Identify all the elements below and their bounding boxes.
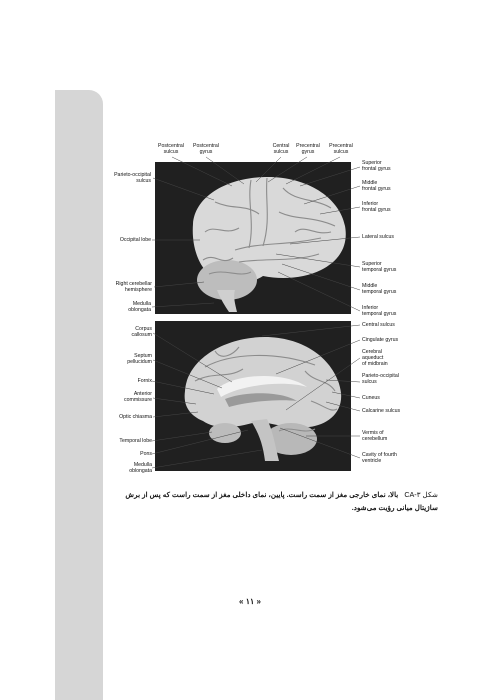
label-occipital-lobe: Occipital lobe <box>119 237 151 243</box>
label-central-sulcus: Central sulcus <box>272 143 290 155</box>
label-postcentral-gyrus: Postcentral gyrus <box>193 143 219 155</box>
caption-text: بالا، نمای خارجی مغز از سمت راست. پایین، نمای داخلی مغز از سمت راست که پس از برش ساژیتال میانی رؤیت می‌شود. <box>125 490 438 512</box>
label-parieto-occipital-sulcus: Parieto-occipital sulcus <box>114 172 151 184</box>
label-pons: Pons <box>140 451 152 457</box>
label-superior-frontal-gyrus: Superior frontal gyrus <box>362 160 391 172</box>
label-calcarine-sulcus: Calcarine sulcus <box>362 408 401 414</box>
medial-brain-photo <box>155 321 351 471</box>
figure-caption <box>113 488 438 514</box>
label-medulla-oblongata-bottom: Medulla oblongata <box>129 462 152 474</box>
label-fourth-ventricle: Cavity of fourth ventricle <box>362 452 397 464</box>
lateral-brain-photo <box>155 162 351 314</box>
label-vermis-of-cerebellum: Vermis of cerebellum <box>362 430 388 442</box>
label-medulla-oblongata-top: Medulla oblongata <box>128 301 151 313</box>
label-inferior-temporal-gyrus: Inferior temporal gyrus <box>362 305 397 317</box>
label-middle-temporal-gyrus: Middle temporal gyrus <box>362 283 397 295</box>
label-septum-pellucidum: Septum pellucidum <box>127 353 152 365</box>
label-cuneus: Cuneus <box>362 395 380 401</box>
label-right-cerebellar-hemisphere: Right cerebellar hemisphere <box>115 281 152 293</box>
label-fornix: Fornix <box>137 378 152 384</box>
label-precentral-sulcus: Precentral sulcus <box>329 143 353 155</box>
label-superior-temporal-gyrus: Superior temporal gyrus <box>362 261 397 273</box>
label-central-sulcus-medial: Central sulcus <box>362 322 395 328</box>
label-optic-chiasma: Optic chiasma <box>119 414 152 420</box>
label-cerebral-aqueduct: Cerebral aqueduct of midbrain <box>362 349 388 367</box>
label-inferior-frontal-gyrus: Inferior frontal gyrus <box>362 201 391 213</box>
label-postcentral-sulcus: Postcentral sulcus <box>158 143 184 155</box>
label-corpus-callosum: Corpus callosum <box>131 326 152 338</box>
figure-number: شکل CA-۳ <box>404 490 438 499</box>
label-temporal-lobe: Temporal lobe <box>119 438 152 444</box>
label-precentral-gyrus: Precentral gyrus <box>296 143 320 155</box>
label-cingulate-gyrus: Cingulate gyrus <box>362 337 399 343</box>
label-lateral-sulcus: Lateral sulcus <box>362 234 395 240</box>
label-parieto-occipital-sulcus-medial: Parieto-occipital sulcus <box>362 373 399 385</box>
label-anterior-commissure: Anterior commissure <box>124 391 152 403</box>
label-middle-frontal-gyrus: Middle frontal gyrus <box>362 180 391 192</box>
page-number: « ۱۱ » <box>239 597 261 606</box>
